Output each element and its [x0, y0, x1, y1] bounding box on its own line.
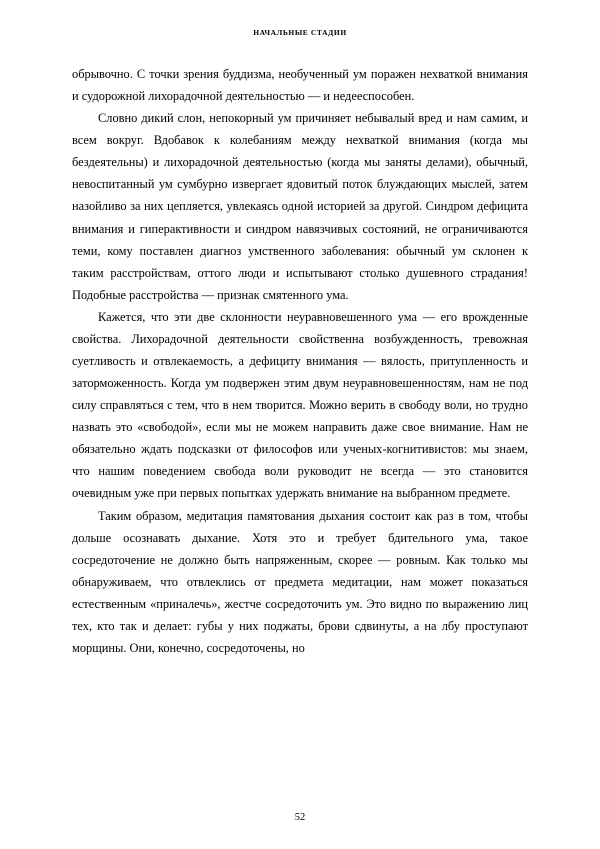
paragraph-3: Кажется, что эти две склонности неуравновешенного ума — его врожденные свойства. Лихорадочной деятельности свойственна возбужденность, тревожная суетливость и отвлекаемость, а дефициту внимания — вялость, притупленность и заторможенность. Когда ум подвержен этим двум неуравновешенностям, нам не под силу справляться с тем, что в нем творится. Можно верить в свободу воли, но трудно назвать это «свободой», если мы не можем направить даже свое внимание. Нам не обязательно ждать подсказки от философов или ученых-когнитивистов: мы знаем, что нашим поведением свобода воли руководит не всегда — это становится очевидным уже при первых попытках удержать внимание на выбранном предмете.	[72, 309, 528, 501]
paragraph-1: обрывочно. С точки зрения буддизма, необученный ум поражен нехваткой внимания и судорожной лихорадочной деятельностью — и недееспособен.	[72, 67, 528, 104]
paragraph-2: Словно дикий слон, непокорный ум причиняет небывалый вред и нам самим, и всем вокруг. Вдобавок к колебаниям между нехваткой внимания (когда мы бездеятельны) и лихорадочной деятельностью (когда мы заняты делами), обычный, невоспитанный ум сумбурно извергает ядовитый поток блуждающих мыслей, затем назойливо за них цепляется, увлекаясь одной историей за другой. Синдром дефицита внимания и гиперактивности и синдром навязчивых состояний, не ограничиваются теми, кому поставлен диагноз умственного заболевания: обычный ум склонен к таким расстройствам, оттого люди и испытывают столько душевного страдания! Подобные расстройства — признак смятенного ума.	[72, 111, 528, 302]
body-text	[72, 63, 528, 659]
running-head: НАЧАЛЬНЫЕ СТАДИИ	[253, 28, 347, 37]
page-number: 52	[294, 812, 306, 823]
paragraph-4: Таким образом, медитация памятования дыхания состоит как раз в том, чтобы дольше осознавать дыхание. Хотя это и требует бдительного ума, такое сосредоточение не должно быть напряженным, скорее — ровным. Как только мы обнаруживаем, что отвлеклись от предмета медитации, нам может показаться естественным «приналечь», жестче сосредоточить ум. Это видно по выражению лиц тех, кто так и делает: губы у них поджаты, брови сдвинуты, а на лбу проступают морщины. Они, конечно, сосредоточены, но	[72, 508, 528, 656]
